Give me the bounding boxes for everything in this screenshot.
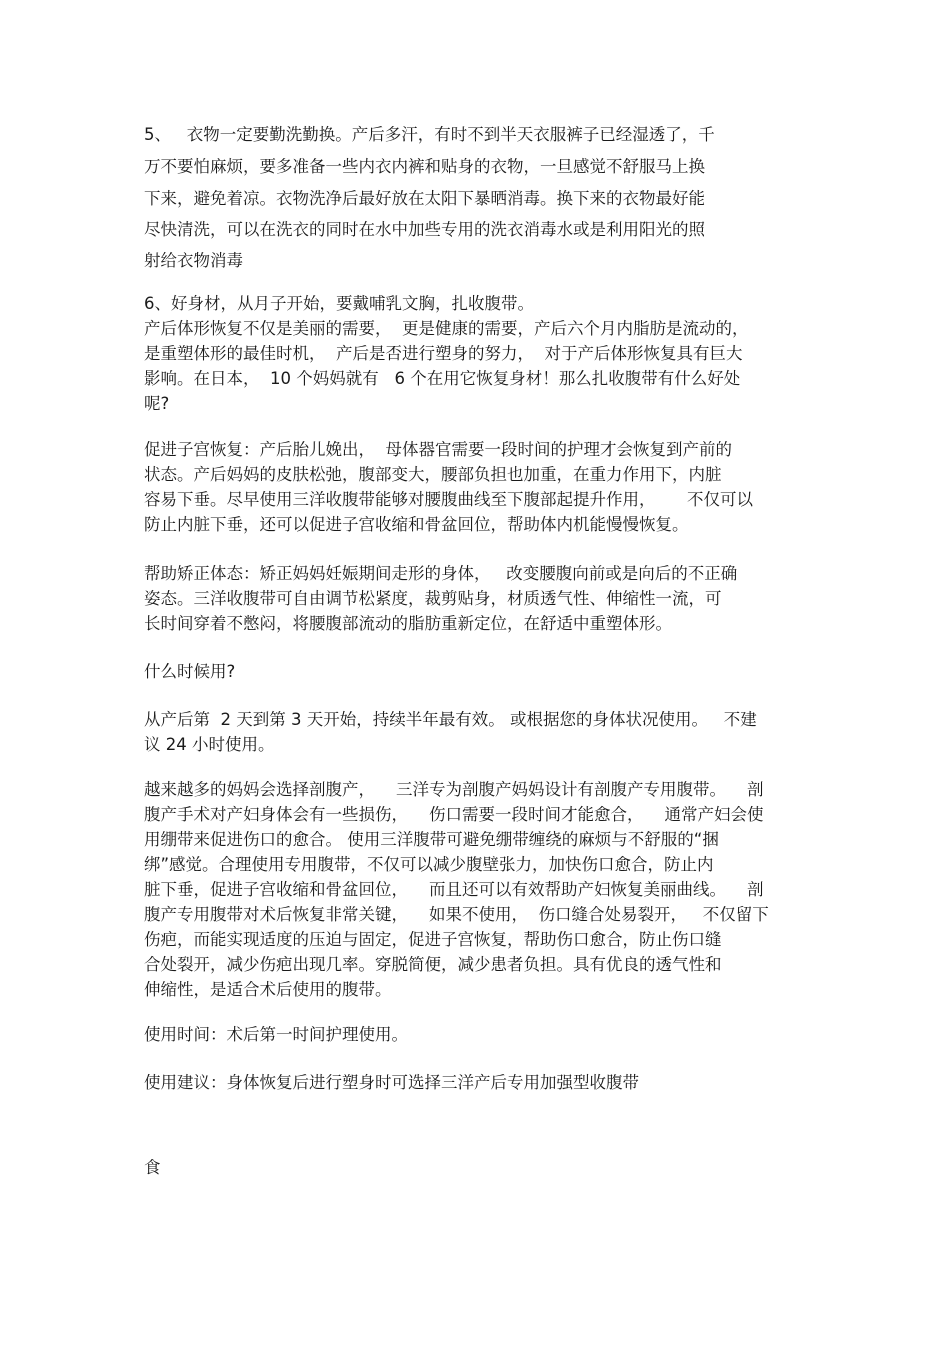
text-line: 状态。产后妈妈的皮肤松弛，腹部变大，腰部负担也加重，在重力作用下，内脏 [144,465,722,484]
text-line: 是重塑体形的最佳时机， 产后是否进行塑身的努力， 对于产后体形恢复具有巨大 [144,344,743,363]
text-line: 使用时间：术后第一时间护理使用。 [144,1025,408,1044]
text-line: 越来越多的妈妈会选择剖腹产， 三洋专为剖腹产妈妈设计有剖腹产专用腹带。 剖 [144,780,764,799]
text-line: 食 [144,1158,161,1177]
text-line: 5、 衣物一定要勤洗勤换。产后多汗，有时不到半天衣服裤子已经湿透了，千 [144,125,715,144]
text-line: 伤疤，而能实现适度的压迫与固定，促进子宫恢复，帮助伤口愈合，防止伤口缝 [144,930,722,949]
text-line: 6、好身材，从月子开始，要戴哺乳文胸，扎收腹带。 [144,294,534,313]
text-line: 绑”感觉。合理使用专用腹带，不仅可以减少腹壁张力，加快伤口愈合，防止内 [144,855,714,874]
text-line: 下来，避免着凉。衣物洗净后最好放在太阳下暴晒消毒。换下来的衣物最好能 [144,189,705,208]
text-line: 长时间穿着不憋闷，将腰腹部流动的脂肪重新定位，在舒适中重塑体形。 [144,614,672,633]
text-line: 影响。在日本， 10 个妈妈就有 6 个在用它恢复身材！那么扎收腹带有什么好处 [144,369,741,388]
text-line: 尽快清洗，可以在洗衣的同时在水中加些专用的洗衣消毒水或是利用阳光的照 [144,220,705,239]
text-line: 防止内脏下垂，还可以促进子宫收缩和骨盆回位，帮助体内机能慢慢恢复。 [144,515,689,534]
text-line: 合处裂开，减少伤疤出现几率。穿脱简便，减少患者负担。具有优良的透气性和 [144,955,722,974]
text-line: 帮助矫正体态：矫正妈妈妊娠期间走形的身体， 改变腰腹向前或是向后的不正确 [144,564,738,583]
text-line: 脏下垂，促进子宫收缩和骨盆回位， 而且还可以有效帮助产妇恢复美丽曲线。 剖 [144,880,764,899]
text-line: 从产后第 2 天到第 3 天开始，持续半年最有效。 或根据您的身体状况使用。 不建 [144,710,757,729]
text-line: 万不要怕麻烦，要多准备一些内衣内裤和贴身的衣物，一旦感觉不舒服马上换 [144,157,705,176]
text-line: 促进子宫恢复：产后胎儿娩出， 母体器官需要一段时间的护理才会恢复到产前的 [144,440,732,459]
text-line: 伸缩性，是适合术后使用的腹带。 [144,980,392,999]
text-line: 射给衣物消毒 [144,251,243,270]
text-line: 什么时候用? [144,662,236,681]
text-line: 产后体形恢复不仅是美丽的需要， 更是健康的需要，产后六个月内脂肪是流动的， [144,319,749,338]
text-line: 呢? [144,394,170,413]
text-line: 用绷带来促进伤口的愈合。 使用三洋腹带可避免绷带缠绕的麻烦与不舒服的“捆 [144,830,719,849]
text-line: 使用建议：身体恢复后进行塑身时可选择三洋产后专用加强型收腹带 [144,1073,639,1092]
text-line: 姿态。三洋收腹带可自由调节松紧度，裁剪贴身，材质透气性、伸缩性一流，可 [144,589,722,608]
text-line: 议 24 小时使用。 [144,735,275,754]
text-line: 腹产手术对产妇身体会有一些损伤， 伤口需要一段时间才能愈合， 通常产妇会使 [144,805,764,824]
text-line: 腹产专用腹带对术后恢复非常关键， 如果不使用， 伤口缝合处易裂开， 不仅留下 [144,905,769,924]
text-line: 容易下垂。尽早使用三洋收腹带能够对腰腹曲线至下腹部起提升作用， 不仅可以 [144,490,753,509]
